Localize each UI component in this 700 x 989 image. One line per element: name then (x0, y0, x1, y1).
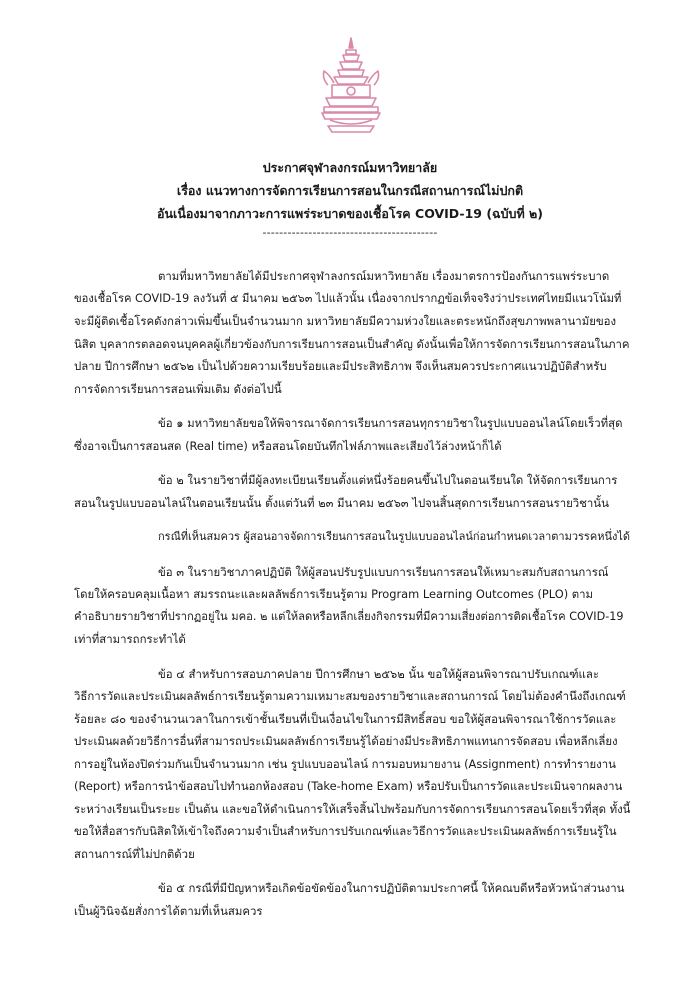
announcement-body (74, 265, 630, 934)
announcement-header (0, 156, 700, 225)
paragraph-clause-3 (74, 561, 630, 651)
header-divider: ------------------------------------------ (262, 226, 438, 239)
text-line: ข้อ ๑ มหาวิทยาลัยขอให้พิจารณาจัดการเรียนการสอนทุกรายวิชาในรูปแบบออนไลน์โดยเร็วที่สุด (158, 416, 623, 430)
announcement-subject: เรื่อง แนวทางการจัดการเรียนการสอนในกรณีสถานการณ์ไม่ปกติ (176, 183, 524, 198)
text-line: ขอให้สื่อสารกับนิสิตให้เข้าใจถึงความจำเป็นสำหรับการปรับเกณฑ์และวิธีการวัดและประเมินผลลัพธ์การเรียนรู้ใน (74, 824, 617, 838)
paragraph-clause-2-note (74, 526, 630, 549)
text-line: ซึ่งอาจเป็นการสอนสด (Real time) หรือสอนโดยบันทึกไฟล์ภาพและเสียงไว้ล่วงหน้าก็ได้ (74, 438, 502, 453)
text-line: ปลาย ปีการศึกษา ๒๕๖๒ เป็นไปด้วยความเรียบร้อยและมีประสิทธิภาพ จึงเห็นสมควรประกาศแนวปฏิบัติสำหรับ (74, 359, 607, 373)
text-line: คำอธิบายรายวิชาที่ปรากฏอยู่ใน มคอ. ๒ แต่ให้ลดหรือหลีกเลี่ยงกิจกรรมที่มีความเสี่ยงต่อการติดเชื้อโรค COVID-19 (74, 609, 624, 623)
text-line: ของเชื้อโรค COVID-19 ลงวันที่ ๕ มีนาคม ๒๕๖๓ ไปแล้วนั้น เนื่องจากปรากฏข้อเท็จจริงว่าประเทศไทยมีแนวโน้มที่ (74, 291, 622, 305)
text-line: ประเมินผลด้วยวิธีการอื่นที่สามารถประเมินผลลัพธ์การเรียนรู้ได้อย่างมีประสิทธิภาพแทนการจัดสอบ เพื่อหลีกเลี่ยง (74, 734, 618, 748)
text-line: ข้อ ๔ สำหรับการสอบภาคปลาย ปีการศึกษา ๒๕๖๒ นั้น ขอให้ผู้สอนพิจารณาปรับเกณฑ์และ (158, 666, 599, 681)
text-line: ข้อ ๒ ในรายวิชาที่มีผู้ลงทะเบียนเรียนตั้งแต่หนึ่งร้อยคนขึ้นไปในตอนเรียนใด ให้จัดการเรียนการ (158, 473, 618, 487)
text-line: กรณีที่เห็นสมควร ผู้สอนอาจจัดการเรียนการสอนในรูปแบบออนไลน์ก่อนกำหนดเวลาตามวรรคหนึ่งได้ (158, 530, 630, 543)
text-line: ข้อ ๕ กรณีที่มีปัญหาหรือเกิดข้อขัดข้องในการปฏิบัติตามประกาศนี้ ให้คณบดีหรือหัวหน้าส่วนงาน (158, 881, 625, 895)
text-line: เท่าที่สามารถกระทำได้ (74, 632, 186, 646)
paragraph-intro (74, 265, 630, 400)
paragraph-clause-5 (74, 877, 630, 922)
text-line: เป็นผู้วินิจฉัยสั่งการได้ตามที่เห็นสมควร (74, 903, 263, 918)
paragraph-clause-4 (74, 663, 630, 866)
text-line: ร้อยละ ๘๐ ของจำนวนเวลาในการเข้าชั้นเรียนที่เป็นเงื่อนไขในการมีสิทธิ์สอบ ขอให้ผู้สอนพิจารณาใช้การวัดและ (74, 711, 617, 726)
announcement-title: ประกาศจุฬาลงกรณ์มหาวิทยาลัย (262, 160, 438, 175)
paragraph-clause-1 (74, 412, 630, 457)
text-line: การจัดการเรียนการสอนเพิ่มเติม ดังต่อไปนี้ (74, 381, 282, 396)
paragraph-clause-2 (74, 469, 630, 514)
text-line: ตามที่มหาวิทยาลัยได้มีประกาศจุฬาลงกรณ์มหาวิทยาลัย เรื่องมาตรการป้องกันการแพร่ระบาด (158, 269, 610, 283)
text-line: การอยู่ในห้องปิดร่วมกันเป็นจำนวนมาก เช่น รูปแบบออนไลน์ การมอบหมายงาน (Assignment) การทำรายงาน (74, 756, 616, 771)
text-line: ระหว่างเรียนเป็นระยะ เป็นต้น และขอให้ดำเนินการให้เสร็จสิ้นไปพร้อมกับการจัดการเรียนการสอนโดยเร็วที่สุด ทั้งนี้ (74, 801, 630, 816)
text-line: (Report) หรือการนำข้อสอบไปทำนอกห้องสอบ (Take-home Exam) หรือปรับเป็นการวัดและประเมินจากผลงาน (74, 779, 623, 793)
text-line: วิธีการวัดและประเมินผลลัพธ์การเรียนรู้ตามความเหมาะสมของรายวิชาและสถานการณ์ โดยไม่ต้องคำนึงถึงเกณฑ์ (74, 689, 626, 703)
text-line: ข้อ ๓ ในรายวิชาภาคปฏิบัติ ให้ผู้สอนปรับรูปแบบการเรียนการสอนให้เหมาะสมกับสถานการณ์ (158, 564, 609, 579)
chulalongkorn-seal-icon (316, 36, 386, 136)
text-line: นิสิต บุคลากรตลอดจนบุคคลผู้เกี่ยวข้องกับการเรียนการสอนเป็นสำคัญ ดังนั้นเพื่อให้การจัดการเรียนการสอนในภาค (74, 336, 630, 351)
text-line: โดยให้ครอบคลุมเนื้อหา สมรรถนะและผลลัพธ์การเรียนรู้ตาม Program Learning Outcomes (PLO) ตาม (74, 587, 594, 601)
announcement-subject-cont: อันเนื่องมาจากภาวะการแพร่ระบาดของเชื้อโรค COVID-19 (ฉบับที่ ๒) (157, 206, 543, 221)
text-line: สอนในรูปแบบออนไลน์ในตอนเรียนนั้น ตั้งแต่วันที่ ๒๓ มีนาคม ๒๕๖๓ ไปจนสิ้นสุดการเรียนการสอนรายวิชานั้น (74, 495, 609, 510)
text-line: จะมีผู้ติดเชื้อโรคดังกล่าวเพิ่มขึ้นเป็นจำนวนมาก มหาวิทยาลัยมีความห่วงใยและตระหนักถึงสุขภาพพลานามัยของ (74, 314, 617, 328)
text-line: สถานการณ์ที่ไม่ปกติด้วย (74, 846, 195, 861)
